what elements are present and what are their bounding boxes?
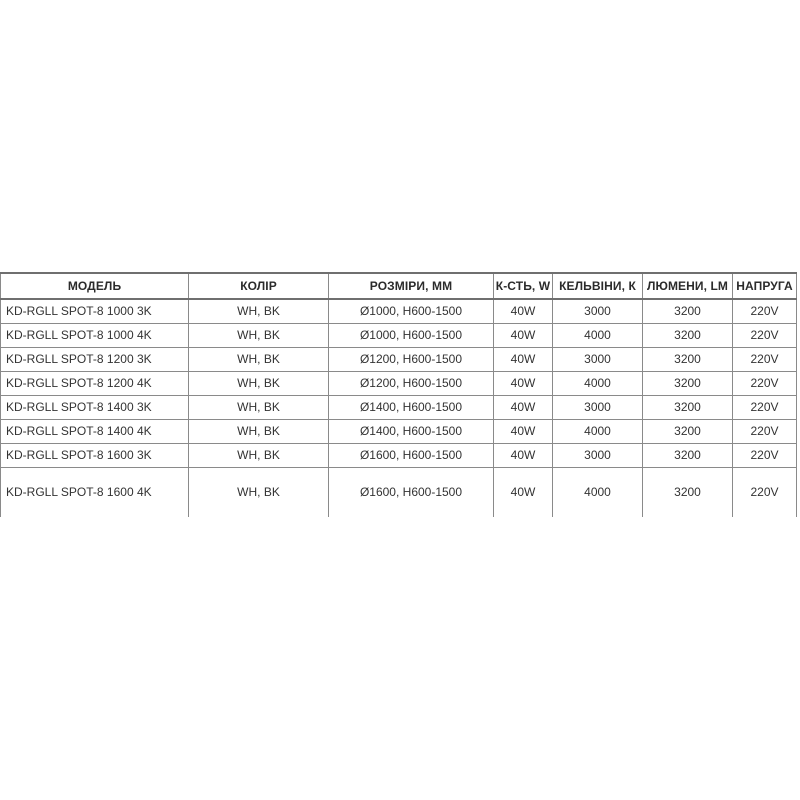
cell-dimensions: Ø1000, H600-1500 (329, 299, 494, 323)
cell-lumens: 3200 (643, 371, 733, 395)
header-dimensions: РОЗМІРИ, ММ (329, 273, 494, 299)
cell-voltage: 220V (733, 299, 797, 323)
cell-voltage: 220V (733, 395, 797, 419)
cell-lumens: 3200 (643, 467, 733, 517)
cell-lumens: 3200 (643, 323, 733, 347)
cell-power: 40W (494, 347, 553, 371)
cell-power: 40W (494, 299, 553, 323)
cell-power: 40W (494, 323, 553, 347)
cell-power: 40W (494, 467, 553, 517)
cell-color: WH, BK (189, 347, 329, 371)
table-row (1, 299, 797, 323)
cell-kelvin: 4000 (553, 419, 643, 443)
spec-table (0, 272, 797, 517)
header-lumens: ЛЮМЕНИ, LM (643, 273, 733, 299)
header-model: МОДЕЛЬ (1, 273, 189, 299)
cell-dimensions: Ø1400, H600-1500 (329, 395, 494, 419)
cell-color: WH, BK (189, 467, 329, 517)
cell-voltage: 220V (733, 443, 797, 467)
cell-model: KD-RGLL SPOT-8 1200 3K (1, 347, 189, 371)
cell-lumens: 3200 (643, 395, 733, 419)
cell-kelvin: 3000 (553, 347, 643, 371)
cell-kelvin: 4000 (553, 371, 643, 395)
cell-kelvin: 3000 (553, 443, 643, 467)
cell-model: KD-RGLL SPOT-8 1600 4K (1, 467, 189, 517)
cell-voltage: 220V (733, 467, 797, 517)
cell-dimensions: Ø1200, H600-1500 (329, 371, 494, 395)
cell-voltage: 220V (733, 323, 797, 347)
table-row (1, 347, 797, 371)
cell-model: KD-RGLL SPOT-8 1000 3K (1, 299, 189, 323)
header-color: КОЛІР (189, 273, 329, 299)
cell-kelvin: 4000 (553, 467, 643, 517)
cell-lumens: 3200 (643, 443, 733, 467)
cell-lumens: 3200 (643, 347, 733, 371)
header-kelvin: КЕЛЬВІНИ, К (553, 273, 643, 299)
cell-dimensions: Ø1600, H600-1500 (329, 467, 494, 517)
cell-voltage: 220V (733, 371, 797, 395)
cell-dimensions: Ø1000, H600-1500 (329, 323, 494, 347)
table-row (1, 419, 797, 443)
cell-color: WH, BK (189, 299, 329, 323)
cell-model: KD-RGLL SPOT-8 1400 3K (1, 395, 189, 419)
cell-dimensions: Ø1200, H600-1500 (329, 347, 494, 371)
table-row (1, 323, 797, 347)
header-power: К-СТЬ, W (494, 273, 553, 299)
table-row (1, 443, 797, 467)
cell-color: WH, BK (189, 419, 329, 443)
cell-kelvin: 3000 (553, 299, 643, 323)
cell-dimensions: Ø1600, H600-1500 (329, 443, 494, 467)
cell-color: WH, BK (189, 371, 329, 395)
cell-model: KD-RGLL SPOT-8 1400 4K (1, 419, 189, 443)
cell-kelvin: 3000 (553, 395, 643, 419)
cell-power: 40W (494, 443, 553, 467)
cell-lumens: 3200 (643, 419, 733, 443)
cell-lumens: 3200 (643, 299, 733, 323)
header-voltage: НАПРУГА (733, 273, 797, 299)
table-row (1, 371, 797, 395)
cell-model: KD-RGLL SPOT-8 1600 3K (1, 443, 189, 467)
cell-model: KD-RGLL SPOT-8 1000 4K (1, 323, 189, 347)
cell-voltage: 220V (733, 419, 797, 443)
table-header-row (1, 273, 797, 299)
table-row (1, 467, 797, 517)
cell-power: 40W (494, 419, 553, 443)
cell-dimensions: Ø1400, H600-1500 (329, 419, 494, 443)
cell-kelvin: 4000 (553, 323, 643, 347)
cell-color: WH, BK (189, 395, 329, 419)
cell-color: WH, BK (189, 443, 329, 467)
cell-color: WH, BK (189, 323, 329, 347)
cell-power: 40W (494, 371, 553, 395)
table-row (1, 395, 797, 419)
cell-model: KD-RGLL SPOT-8 1200 4K (1, 371, 189, 395)
cell-power: 40W (494, 395, 553, 419)
cell-voltage: 220V (733, 347, 797, 371)
